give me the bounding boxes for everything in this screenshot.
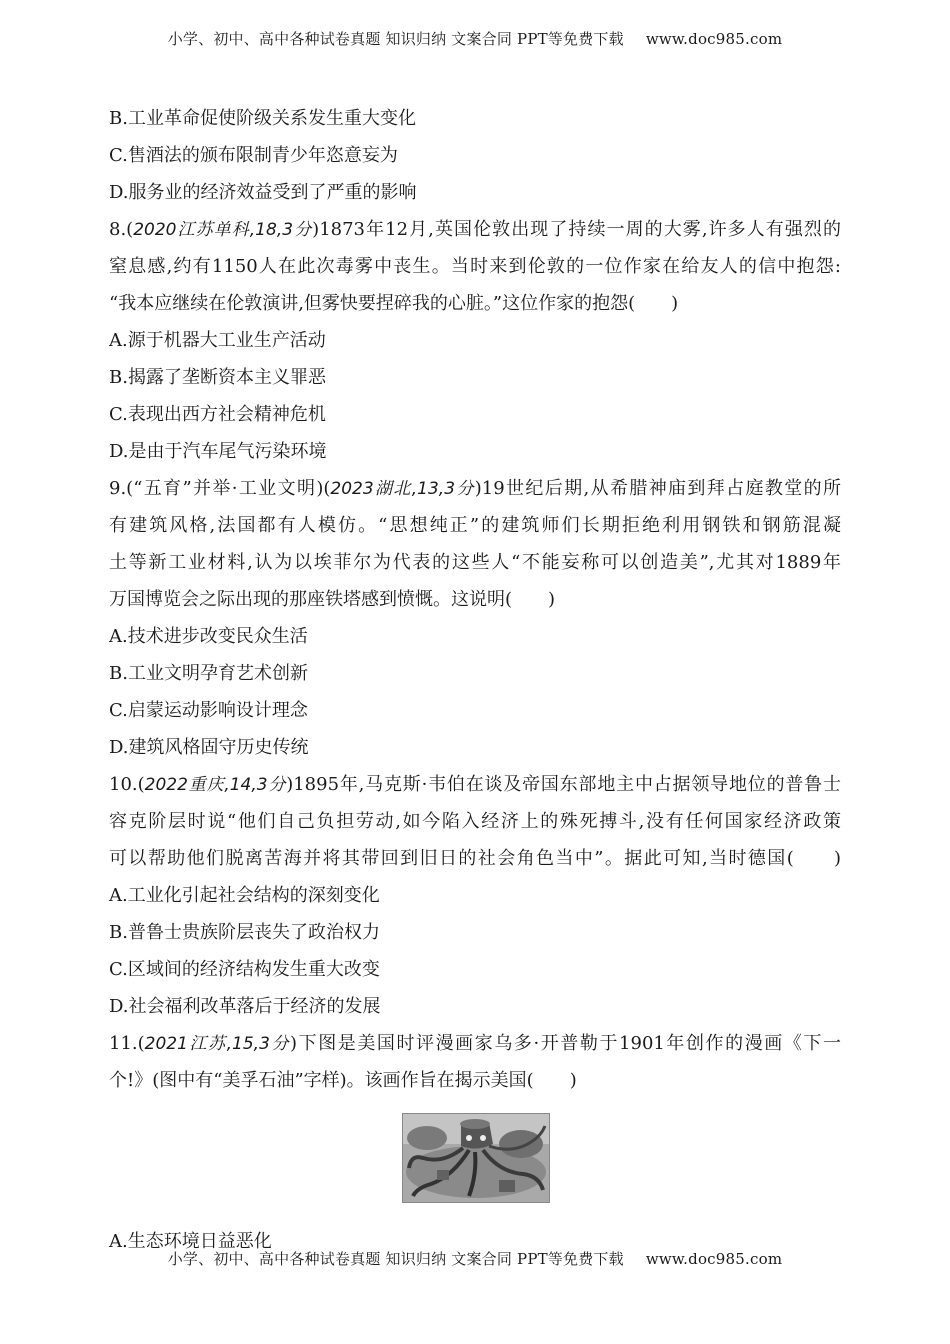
q8-stem-line-3: “我本应继续在伦敦演讲,但雾快要捏碎我的心脏。”这位作家的抱怨( )	[109, 293, 679, 314]
q10-stem-line-2: 容克阶层时说“他们自己负担劳动,如今陷入经济上的殊死搏斗,没有任何国家经济政策	[109, 811, 841, 832]
q9-stem-line-4: 万国博览会之际出现的那座铁塔感到愤慨。这说明( )	[109, 589, 556, 610]
q9-stem-line-2: 有建筑风格,法国都有人模仿。“思想纯正”的建筑师们长期拒绝利用钢铁和钢筋混凝	[109, 515, 841, 536]
q8-source: 2020江苏单科,18,3分	[133, 220, 313, 240]
q11-source: 2021江苏,15,3分	[144, 1034, 291, 1054]
q10-stem-line-3: 可以帮助他们脱离苦海并将其带回到旧日的社会角色当中”。据此可知,当时德国( )	[109, 848, 841, 869]
cartoon-image	[402, 1113, 550, 1203]
q11-option-a: A.生态环境日益恶化	[109, 1231, 272, 1252]
octopus-cartoon-illustration	[403, 1114, 549, 1202]
q9-stem-line-3: 土等新工业材料,认为以埃菲尔为代表的这些人“不能妄称可以创造美”,尤其对1889年	[109, 552, 841, 573]
q8-option-a: A.源于机器大工业生产活动	[109, 330, 326, 351]
q10-stem-line-1: 10.(2022重庆,14,3分)1895年,马克斯·韦伯在谈及帝国东部地主中占据领导地位的普鲁士	[109, 774, 841, 795]
q9-option-b: B.工业文明孕育艺术创新	[109, 663, 308, 684]
q7-option-c: C.售酒法的颁布限制青少年恣意妄为	[109, 145, 398, 166]
question-content	[109, 100, 841, 1260]
q7-option-b: B.工业革命促使阶级关系发生重大变化	[109, 108, 416, 129]
q10-option-d: D.社会福利改革落后于经济的发展	[109, 996, 381, 1017]
footer-text: 小学、初中、高中各种试卷真题 知识归纳 文案合同 PPT等免费下载	[167, 1250, 624, 1268]
q10-option-b: B.普鲁士贵族阶层丧失了政治权力	[109, 922, 380, 943]
figure-container	[109, 1099, 841, 1223]
q11-stem-line-2: 个!》(图中有“美孚石油”字样)。该画作旨在揭示美国( )	[109, 1070, 577, 1091]
q10-option-a: A.工业化引起社会结构的深刻变化	[109, 885, 380, 906]
page-header	[0, 28, 950, 49]
q9-option-d: D.建筑风格固守历史传统	[109, 737, 309, 758]
q9-option-c: C.启蒙运动影响设计理念	[109, 700, 308, 721]
header-text: 小学、初中、高中各种试卷真题 知识归纳 文案合同 PPT等免费下载	[167, 30, 624, 48]
q8-option-c: C.表现出西方社会精神危机	[109, 404, 326, 425]
q11-stem-line-1: 11.(2021江苏,15,3分)下图是美国时评漫画家乌多·开普勒于1901年创作的漫画《下一	[109, 1033, 841, 1054]
q8-option-b: B.揭露了垄断资本主义罪恶	[109, 367, 326, 388]
q10-source: 2022重庆,14,3分	[144, 775, 287, 795]
q10-option-c: C.区域间的经济结构发生重大改变	[109, 959, 380, 980]
q8-stem-line-2: 窒息感,约有1150人在此次毒雾中丧生。当时来到伦敦的一位作家在给友人的信中抱怨:	[109, 256, 841, 277]
q9-option-a: A.技术进步改变民众生活	[109, 626, 308, 647]
q8-option-d: D.是由于汽车尾气污染环境	[109, 441, 327, 462]
q7-option-d: D.服务业的经济效益受到了严重的影响	[109, 182, 417, 203]
footer-url[interactable]: www.doc985.com	[645, 1250, 783, 1268]
page-footer	[0, 1248, 950, 1269]
q9-stem-line-1: 9.(“五育”并举·工业文明)(2023湖北,13,3分)19世纪后期,从希腊神庙到拜占庭教堂的所	[109, 478, 841, 499]
header-url[interactable]: www.doc985.com	[645, 30, 783, 48]
q8-stem-line-1: 8.(2020江苏单科,18,3分)1873年12月,英国伦敦出现了持续一周的大雾,许多人有强烈的	[109, 219, 841, 240]
q9-source: 2023湖北,13,3分	[330, 479, 475, 499]
